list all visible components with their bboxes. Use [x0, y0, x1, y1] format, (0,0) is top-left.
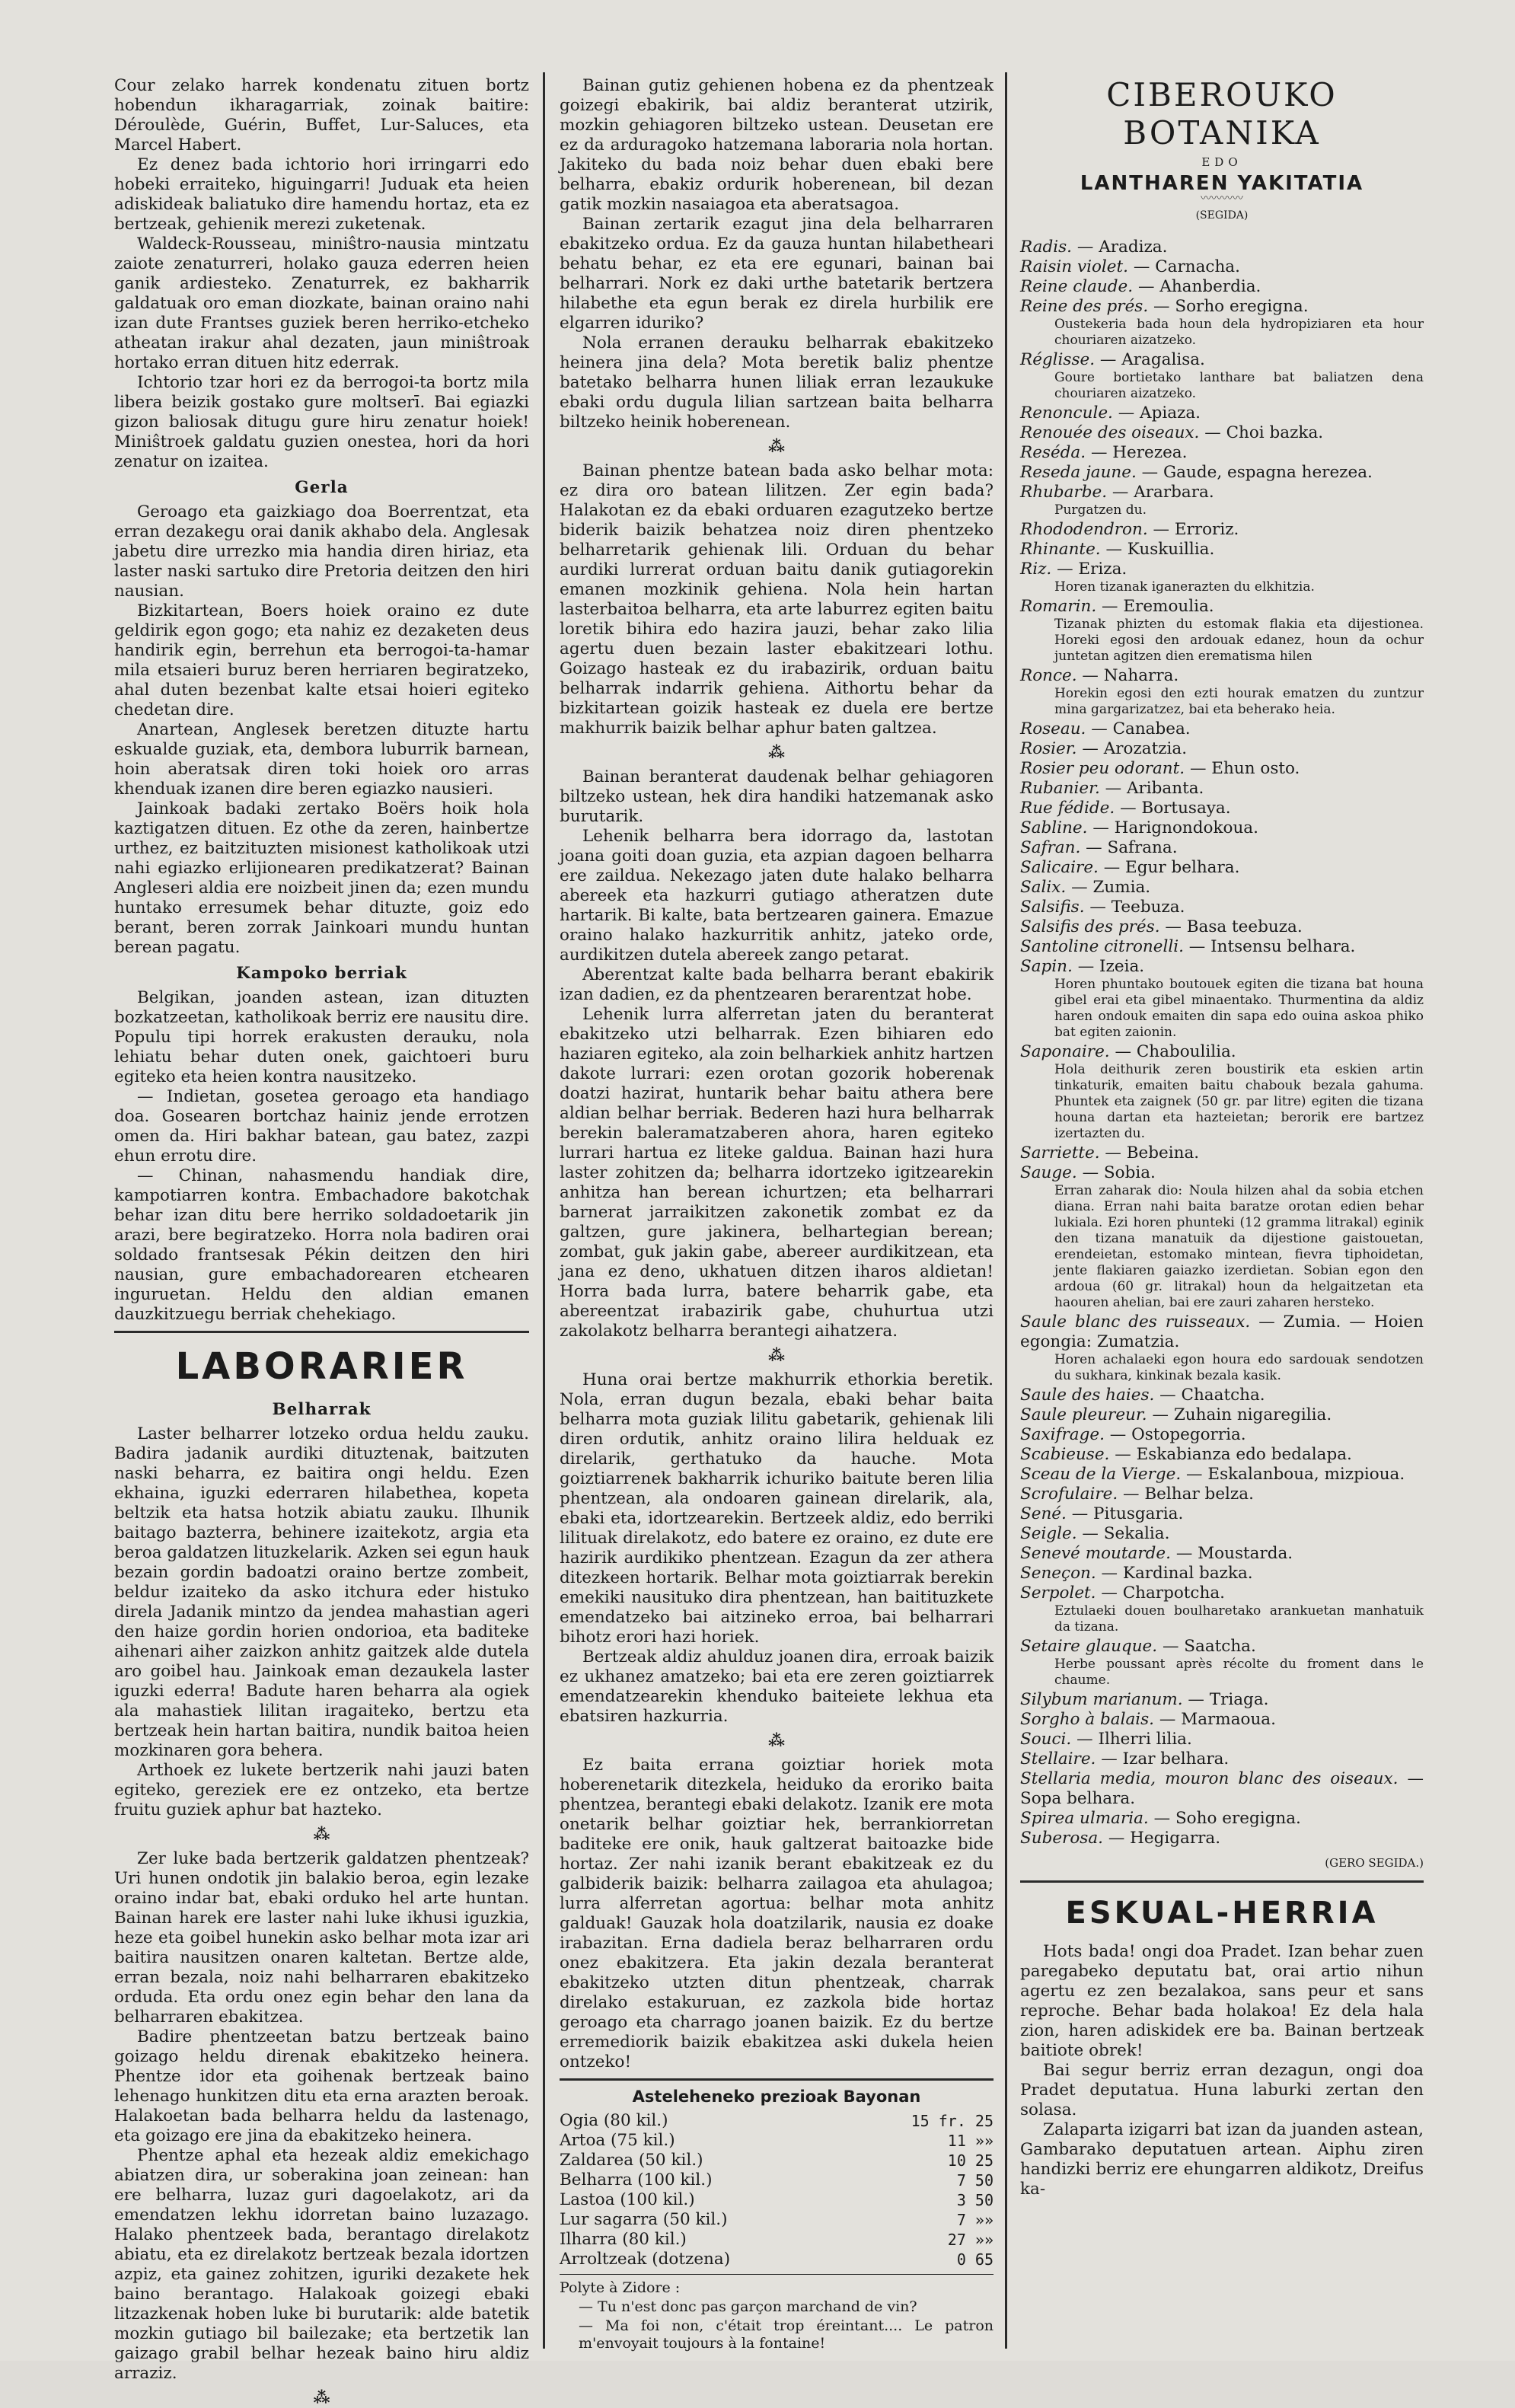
entry-note: Eztulaeki douen boulharetako arankuetan manhatuik da tizana. [1054, 1603, 1424, 1635]
entry-french-name: Santoline citronelli. [1020, 937, 1184, 956]
botanika-entry [1020, 597, 1424, 617]
botanika-entry [1020, 1405, 1424, 1425]
entry-note: Horen phuntako boutouek egiten die tizana bat houna gibel erai eta gibel minaentako. Thurmentina da aldiz haren ondouk emaiten din sapa edo ouina askoa phiko bat egiten zaionin. [1054, 977, 1424, 1040]
entry-basque-name: — Belhar belza. [1123, 1485, 1254, 1504]
entry-basque-name: — Charpotcha. [1101, 1584, 1225, 1603]
entry-french-name: Scabieuse. [1020, 1445, 1110, 1464]
price-row [560, 2190, 994, 2210]
section-heading-kampoko: Kampoko berriak [236, 964, 407, 983]
entry-basque-name: — Carnacha. [1133, 257, 1240, 276]
botanika-entry [1020, 739, 1424, 759]
stars-separator: ⁂ [768, 1731, 785, 1750]
botanika-title: CIBEROUKO BOTANIKA [1106, 76, 1338, 151]
entry-basque-name: — Egur belhara. [1103, 858, 1240, 877]
botanika-entry [1020, 520, 1424, 540]
prices-table [560, 2111, 994, 2269]
entry-note: Horen achalaeki egon houra edo sardouak sendotzen du sukhara, kinkinak bezala kasik. [1054, 1352, 1424, 1383]
botanika-entry [1020, 423, 1424, 443]
entry-basque-name: — Ostopegorria. [1109, 1425, 1246, 1444]
botanika-entry [1020, 1524, 1424, 1544]
botanika-entry [1020, 1445, 1424, 1465]
entry-note: Oustekeria bada houn dela hydropiziaren eta hour chouriaren aizatzeko. [1054, 317, 1424, 348]
entry-note: Goure bortietako lanthare bat baliatzen dena chouriaren aizatzeko. [1054, 370, 1424, 401]
wave-ornament: 〰〰〰〰 [1201, 193, 1243, 205]
entry-french-name: Seneçon. [1020, 1564, 1096, 1583]
botanika-entry [1020, 540, 1424, 560]
entry-basque-name: — Triaga. [1188, 1690, 1269, 1709]
botanika-entry [1020, 1386, 1424, 1405]
entry-french-name: Senevé moutarde. [1020, 1544, 1171, 1563]
botanika-edo: EDO [1201, 155, 1242, 169]
entry-french-name: Rosier peu odorant. [1020, 759, 1185, 778]
entry-basque-name: — Eskabianza edo bedalapa. [1115, 1445, 1352, 1464]
botanika-entry [1020, 1829, 1424, 1848]
entry-basque-name: — Safrana. [1086, 838, 1178, 857]
entry-basque-name: — Zumia. [1071, 878, 1151, 897]
entry-basque-name: — Saatcha. [1162, 1637, 1256, 1656]
botanika-entry [1020, 1042, 1424, 1062]
entry-french-name: Reine des prés. [1020, 297, 1149, 316]
column-2 [560, 76, 994, 2352]
entry-basque-name: — Intsensu belhara. [1188, 937, 1356, 956]
botanika-entry [1020, 1143, 1424, 1163]
paragraph: Huna orai bertze makhurrik ethorkia beretik. Nola, erran dugun bezala, ebaki behar baita belharra mota guziak lilitu gabetarik, gehienak lili diren ordutik, anhitz oraino lilira helduak ez direlarik, gerthatuko da hauche. Mota goiztiarrenek bakharrik ichuriko baitute beren lilia phentzean, ala ondoaren gainean direlarik, ala, ebaki eta, idortzearekin. Bertzeek aldiz, edo berriki lilituak direlakotz, edo batere ez oraino, ez dute ere hazirik aurdikiko phentzean. Ezagun da zer athera ditezkeen hortarik. Belhar mota goiztiarrak berekin emekiki nausituko dira phentzean, han baitituzkete emendatzeko bai aitzineko erroa, bai belharrari bihotz erori hazi horiek. [560, 1370, 994, 1647]
botanika-entry [1020, 1730, 1424, 1749]
entry-french-name: Saxifrage. [1020, 1425, 1105, 1444]
entry-french-name: Sorgho à balais. [1020, 1710, 1155, 1729]
botanika-entry [1020, 1504, 1424, 1524]
botanika-entry [1020, 1312, 1424, 1352]
botanika-entry [1020, 277, 1424, 297]
entry-note: Purgatzen du. [1054, 502, 1147, 518]
entry-basque-name: — Kuskuillia. [1105, 540, 1215, 559]
botanika-entry [1020, 1749, 1424, 1769]
price-value: 15 fr. 25 [911, 2112, 994, 2130]
entry-french-name: Rubanier. [1020, 779, 1100, 798]
botanika-entry [1020, 1544, 1424, 1564]
entry-french-name: Sceau de la Vierge. [1020, 1465, 1182, 1484]
entry-basque-name: — Ahanberdia. [1137, 277, 1261, 296]
entry-basque-name: — Bortusaya. [1120, 799, 1231, 818]
price-value: 7 »» [956, 2211, 994, 2229]
paragraph: Lehenik belharra bera idorrago da, lastotan joana goiti doan guzia, eta azpian dagoen belharra ere zaildua. Nekezago jaten dute halako belharra abereek eta hazkurri gutiago atheratzen dute hartarik. Bi kalte, bata bertzearen gainera. Emazue oraino halako hazkurritik anhitz, jateko orde, aurdikitzen dutela abereek zango petarat. [560, 827, 994, 965]
entry-french-name: Sabline. [1020, 818, 1088, 837]
price-row [560, 2230, 994, 2250]
eskual-herria-title: ESKUAL-HERRIA [1065, 1896, 1379, 1931]
paragraph: Cour zelako harrek kondenatu zituen bortz hobendun ikharagarriak, zoinak baitire: Déroulède, Guérin, Buffet, Lur-Saluces, eta Marcel Habert. [114, 76, 529, 155]
entry-french-name: Saule des haies. [1020, 1386, 1155, 1405]
entry-french-name: Saule blanc des ruisseaux. [1020, 1312, 1251, 1332]
botanika-entry [1020, 838, 1424, 858]
prices-divider [560, 2078, 994, 2081]
entry-basque-name: — Aradiza. [1076, 238, 1168, 257]
entry-french-name: Suberosa. [1020, 1829, 1103, 1848]
price-row [560, 2111, 994, 2131]
prices-title: Asteleheneko prezioak Bayonan [632, 2087, 921, 2106]
paragraph: Jainkoak badaki zertako Boërs hoik hola kaztigatzen dituen. Ez othe da zeren, hainbertze urthez, ez baitzituzten misionest katholikoak utzi nahi egiazko erlijionearen predikatzerat? Bainan Angleseri aldia ere noizbeit jinen da; ezen mundu huntako erresumek behar dituzte, goiz edo berant, beren zorrak Jainkoari mundu huntan berean pagatu. [114, 799, 529, 957]
botanika-entry [1020, 1769, 1424, 1809]
paragraph: Ez denez bada ichtorio hori irringarri edo hobeki erraiteko, higuingarri! Juduak eta heien adiskideak baliatuko dire hamendu hortaz, eta ez bertzeak, gehienik merezi zuketenak. [114, 155, 529, 234]
paragraph: Phentze aphal eta hezeak aldiz emekichago abiatzen dira, ur soberakina joan zeinean: han ere belharra, luzaz guri dagoelakotz, ari da emendatzen lekhu idorretan baino luzazago. Halako phentzeek bada, berantago direlakotz abiatu, eta ez direlakotz bertzeak bezala idortzen azpiz, eta gainez zohitzen, iguriki dezakete hek baino berantago. Halakoak goizegi ebaki litzazkenak hoben luke bi burutarik: alde batetik mozkin gutiago bil bailezake; eta bertzetik lan gaizago grabil belhar hezeak baino hiru aldiz arraziz. [114, 2146, 529, 2383]
botanika-subtitle: LANTHAREN YAKITATIA [1080, 172, 1364, 195]
botanika-entry [1020, 483, 1424, 502]
paragraph: Bai segur berriz erran dezagun, ongi doa Pradet deputatua. Huna laburki zertan den solasa. [1020, 2061, 1424, 2119]
botanika-entry [1020, 957, 1424, 977]
entry-basque-name: — Choi bazka. [1204, 423, 1324, 442]
price-value: 11 »» [947, 2132, 994, 2150]
botanika-entry [1020, 463, 1424, 483]
entry-basque-name: — Zuhain nigaregilia. [1152, 1405, 1332, 1424]
entry-basque-name: — Kardinal bazka. [1101, 1564, 1253, 1583]
entry-basque-name: — Bebeina. [1105, 1143, 1200, 1163]
price-name: Belharra (100 kil.) [560, 2170, 713, 2190]
entry-basque-name: — Marmaoua. [1159, 1710, 1276, 1729]
entry-basque-name: — Chaboulilia. [1115, 1042, 1236, 1061]
joke-divider [560, 2274, 994, 2275]
botanika-entry [1020, 799, 1424, 818]
botanika-entry [1020, 1425, 1424, 1445]
botanika-entry [1020, 297, 1424, 317]
entry-french-name: Reséda. [1020, 443, 1086, 462]
entry-french-name: Romarin. [1020, 597, 1097, 616]
joke-line: — Tu n'est donc pas garçon marchand de vin? [579, 2298, 917, 2315]
paragraph: Zalaparta izigarri bat izan da juanden astean, Gambarako deputatuen artean. Aiphu ziren handizki berriz ere ehungarren aldikotz, Dreifus ka- [1020, 2120, 1424, 2199]
price-value: 0 65 [956, 2250, 994, 2269]
entry-french-name: Reseda jaune. [1020, 463, 1137, 482]
botanika-entry [1020, 1809, 1424, 1829]
entry-french-name: Renoncule. [1020, 403, 1113, 423]
entry-french-name: Roseau. [1020, 719, 1086, 738]
section-divider [114, 1331, 529, 1333]
entry-french-name: Salsifis. [1020, 898, 1085, 917]
price-row [560, 2250, 994, 2269]
entry-french-name: Reine claude. [1020, 277, 1134, 296]
entry-french-name: Raisin violet. [1020, 257, 1129, 276]
entry-basque-name: — Izeia. [1077, 957, 1145, 976]
paragraph: — Indietan, gosetea geroago eta handiago doa. Gosearen bortchaz hainiz jende errotzen omen da. Hiri bakhar batean, gau batez, zazpi ehun errotu dire. [114, 1087, 529, 1166]
entry-french-name: Spirea ulmaria. [1020, 1809, 1149, 1828]
botanika-entry [1020, 1163, 1424, 1183]
price-name: Zaldarea (50 kil.) [560, 2151, 703, 2170]
botanika-entry [1020, 1584, 1424, 1603]
botanika-entry [1020, 350, 1424, 370]
stars-separator: ⁂ [313, 2388, 330, 2407]
botanika-entry [1020, 1710, 1424, 1730]
entry-basque-name: — Sopa belhara. [1020, 1769, 1424, 1808]
entry-basque-name: — Chaatcha. [1159, 1386, 1265, 1405]
entry-french-name: Réglisse. [1020, 350, 1096, 369]
entry-french-name: Sauge. [1020, 1163, 1077, 1182]
entry-french-name: Ronce. [1020, 666, 1077, 685]
botanika-entry [1020, 719, 1424, 739]
entry-french-name: Rue fédide. [1020, 799, 1115, 818]
gero-segida: (GERO SEGIDA.) [1325, 1856, 1424, 1870]
price-value: 7 50 [956, 2171, 994, 2190]
entry-basque-name: — Eremoulia. [1102, 597, 1214, 616]
entry-note: Horen tizanak iganerazten du elkhitzia. [1054, 579, 1315, 595]
entry-french-name: Stellaire. [1020, 1749, 1096, 1769]
paragraph: Bizkitartean, Boers hoiek oraino ez dute geldirik egon gogo; eta nahiz ez dezaketen deus handirik egin, berrehun eta berrogoi-ta-hamar mila etsaieri buruz beren herriaren begiratzeko, ahal duten bezenbat kalte etsai hoieri egiteko chedetan dire. [114, 601, 529, 719]
price-name: Lur sagarra (50 kil.) [560, 2210, 728, 2229]
entry-basque-name: — Moustarda. [1175, 1544, 1293, 1563]
paragraph: Waldeck-Rousseau, miniŝtro-nausia mintzatu zaiote zenaturreri, holako gauza ederren heien ganik ardiesteko. Zenaturrek, ez bakharrik galdatuak oro eman diozkate, bainan oraino nahi izan dute Frantses guziek beren herriko-etcheko atheatan irakur ahal dezaten, jaun miniŝtroak hortako erran dituen hitz ederrak. [114, 234, 529, 372]
price-row [560, 2151, 994, 2170]
entry-french-name: Rhubarbe. [1020, 483, 1108, 502]
entry-basque-name: — Izar belhara. [1101, 1749, 1230, 1769]
entry-basque-name: — Ehun osto. [1189, 759, 1300, 778]
entry-french-name: Safran. [1020, 838, 1081, 857]
entry-basque-name: — Herezea. [1090, 443, 1188, 462]
botanika-entries [1020, 238, 1424, 1848]
entry-basque-name: — Canabea. [1091, 719, 1191, 738]
paragraph: Bainan gutiz gehienen hobena ez da phentzeak goizegi ebakirik, bai aldiz beranterat utzirik, mozkin gehiagoren biltzeko ustean. Deusetan ere ez da arduragoko hatzemana laboraria nola hortan. Jakiteko du bada noiz behar duen ebaki bere belharra, ebakiz ordurik hoberenean, bil dezan gatik mozkin nasaiagoa eta aberatsagoa. [560, 76, 994, 214]
entry-basque-name: — Eriza. [1057, 560, 1127, 579]
botanika-entry [1020, 1690, 1424, 1710]
botanika-entry [1020, 937, 1424, 957]
stars-separator: ⁂ [768, 437, 785, 456]
entry-basque-name: — Teebuza. [1089, 898, 1185, 917]
price-row [560, 2170, 994, 2190]
entry-french-name: Sarriette. [1020, 1143, 1100, 1163]
column-3 [1020, 76, 1424, 2345]
entry-french-name: Riz. [1020, 560, 1052, 579]
segida-label: (SEGIDA) [1195, 209, 1249, 222]
entry-basque-name: — Zumia. — Hoien egongia: Zumatzia. [1020, 1312, 1424, 1351]
price-name: Lastoa (100 kil.) [560, 2190, 695, 2209]
stars-separator: ⁂ [768, 743, 785, 762]
entry-french-name: Stellaria media, mouron blanc des oiseaux. [1020, 1769, 1399, 1788]
botanika-entry [1020, 666, 1424, 686]
price-name: Ogia (80 kil.) [560, 2111, 668, 2130]
entry-french-name: Rhinante. [1020, 540, 1101, 559]
entry-basque-name: — Sobia. [1082, 1163, 1156, 1182]
botanika-entry [1020, 818, 1424, 838]
botanika-entry [1020, 403, 1424, 423]
entry-french-name: Salix. [1020, 878, 1067, 897]
price-row [560, 2131, 994, 2151]
paragraph: Badire phentzeetan batzu bertzeak baino goizago heldu direnak ebakitzeko heinera. Phentze idor eta goihenak bertzeak baino lehenago hunkitzen ditu eta erna arazten beroak. Halakoetan bada belharra heldu da lastenago, eta goizago ere jina da ebakitzeko heinera. [114, 2027, 529, 2145]
botanika-entry [1020, 238, 1424, 257]
paragraph: Anartean, Anglesek beretzen dituzte hartu eskualde guziak, eta, dembora luburrik barnean, hoin aberatsak diren toki hoiek oro arras khenduak izanen dire beren egiazko nausieri. [114, 720, 529, 799]
entry-note: Herbe poussant après récolte du froment dans le chaume. [1054, 1657, 1424, 1688]
paragraph: Belgikan, joanden astean, izan dituzten bozkatzeetan, katholikoak berriz ere nausitu dire. Populu tipi horrek erakusten derauku, nola lehiatu behar duten onek, gaichtoeri buru egiteko eta heien kontra nausitzeko. [114, 988, 529, 1086]
entry-basque-name: — Aragalisa. [1099, 350, 1205, 369]
laborarier-title: LABORARIER [175, 1345, 468, 1388]
entry-basque-name: — Ararbara. [1112, 483, 1214, 502]
paragraph: Bertzeak aldiz ahulduz joanen dira, erroak baizik ez ukhanez amatzeko; bai eta ere zeren goiztiarrek emendatzearekin khenduko baiteiete lekhua eta ebatsiren hazkurria. [560, 1647, 994, 1726]
entry-basque-name: — Eskalanboua, mizpioua. [1186, 1465, 1405, 1484]
botanika-entry [1020, 560, 1424, 579]
price-name: Arroltzeak (dotzena) [560, 2250, 731, 2269]
entry-basque-name: — Harignondokoua. [1092, 818, 1258, 837]
entry-french-name: Radis. [1020, 238, 1073, 257]
paragraph: Bainan beranterat daudenak belhar gehiagoren biltzeko ustean, hek dira handiki hatzemanak asko burutarik. [560, 767, 994, 826]
paragraph: Zer luke bada bertzerik galdatzen phentzeak? Uri hunen ondotik jin balakio beroa, egin lezake oraino indar bat, ebaki orduko hel arte huntan. Bainan harek ere laster nahi luke ikhusi iguzkia, heze eta goibel hunekin asko belhar mota izar ari baitira nausitzen onaren kaltetan. Bertze alde, erran bezala, noiz nahi belharraren ebakitzeko orduda. Eta ordu onez egin behar den lana da belharraren ebakitzea. [114, 1849, 529, 2027]
section-heading-belharrak: Belharrak [272, 1400, 372, 1419]
botanika-entry [1020, 917, 1424, 937]
paragraph: Bainan phentze batean bada asko belhar mota: ez dira oro batean lilitzen. Zer egin bada? Halakotan ez da ebaki orduaren ezagutzeko bertze biderik baizik behatzea noiz diren phentzeko belharretarik gehienak lili. Orduan du behar aurdiki lurrerat orduan baitu danik gutiagorekin emanen mozkinik gehiena. Nola hein hartan lasterbaitoa belharra, eta arte laburrez egiten baitu loretik bihira edo hazira jauzi, behar zako lilia agertu duen bezain laster ebakitzeari lothu. Goizago hasteak ez du irabazirik, orduan baitu belharrak indarrik gehiena. Aithortu behar da bizkitartean goizik hasteak ez duela ere bertze makhurrik baizik belhar aphur baten galtzea. [560, 461, 994, 738]
entry-basque-name: — Apiaza. [1118, 403, 1201, 423]
botanika-entry [1020, 1637, 1424, 1657]
entry-french-name: Saule pleureur. [1020, 1405, 1147, 1424]
joke-intro: Polyte à Zidore : [560, 2279, 681, 2296]
entry-basque-name: — Naharra. [1082, 666, 1179, 685]
price-row [560, 2210, 994, 2230]
botanika-entry [1020, 1564, 1424, 1584]
price-name: Artoa (75 kil.) [560, 2131, 675, 2150]
stars-separator: ⁂ [768, 1346, 785, 1365]
entry-basque-name: — Soho eregigna. [1153, 1809, 1301, 1828]
paragraph: Hots bada! ongi doa Pradet. Izan behar zuen paregabeko deputatu bat, orai artio nihun agertu ez zen bezalakoa, sans peur et sans reproche. Behar bada holakoa! Ez dela hala zion, haren adiskidek ere ba. Bainan bertzeak baitiote obrek! [1020, 1942, 1424, 2060]
entry-french-name: Rhododendron. [1020, 520, 1148, 539]
entry-basque-name: — Sekalia. [1082, 1524, 1170, 1543]
column-rule-1 [543, 72, 545, 2349]
entry-note: Erran zaharak dio: Noula hilzen ahal da sobia etchen diana. Erran nahi baita baratze orotan edien behar lukiala. Ezi horen phunteki (12 gramma litrakal) eginik den tizana manatuik da dijestione gaistouetan, erendeietan, estomako mintean, fievra tiphoidetan, jente flakiaren gaiazko izerdietan. Sobian egon den ardoua (60 gr. litrakal) houn da helgaitzetan eta haouren ahelian, bai ere zauri zaharen hersteko. [1054, 1183, 1424, 1310]
section-divider [1020, 1880, 1424, 1883]
botanika-entry [1020, 878, 1424, 898]
paragraph: Ez baita errana goiztiar horiek mota hoberenetarik ditezkela, heiduko da eroriko baita phentzea, berantegi ebaki delakotz. Izanik ere mota onetarik belhar goiztiar hek, berrankiorretan baditeke ere onik, hauk galtzerat baitoazke bide hortaz. Zer nahi izanik berant ebakitzeak ez du galbiderik baizik: belharra zailagoa eta ahulagoa; lurra alferretan agortua: belhar mota anhitz galduak! Gauzak hola doatzilarik, nausia ez doake irabazitan. Erna dadiela beraz belharraren ordu onez ebakitzera. Eta jakin dezala beranterat ebakitzeko utzten ditun phentzeak, charrak direlako estakuruan, ez zazkola bide hortaz geroago eta charrago joanen baizik. Ez du bertze erremediorik baizik ebakitzea aski dukela heien ontzeko! [560, 1756, 994, 2072]
price-value: 3 50 [956, 2191, 994, 2209]
entry-french-name: Souci. [1020, 1730, 1072, 1749]
entry-french-name: Seigle. [1020, 1524, 1077, 1543]
entry-french-name: Scrofulaire. [1020, 1485, 1118, 1504]
entry-french-name: Saponaire. [1020, 1042, 1110, 1061]
entry-french-name: Renouée des oiseaux. [1020, 423, 1200, 442]
paragraph: Ichtorio tzar hori ez da berrogoi-ta bortz mila libera beizik gostako gure moltserī. Bai egiazki gizon baliosak ditugu gure hiru zenatur hoiek! Miniŝtroek galdatu guzien onestea, hori da hori zenatur on izaitea. [114, 373, 529, 471]
botanika-entry [1020, 759, 1424, 779]
entry-french-name: Salsifis des prés. [1020, 917, 1160, 936]
entry-french-name: Rosier. [1020, 739, 1077, 758]
botanika-entry [1020, 1485, 1424, 1504]
price-name: Ilharra (80 kil.) [560, 2230, 687, 2249]
stars-separator: ⁂ [313, 1825, 330, 1844]
entry-french-name: Sapin. [1020, 957, 1073, 976]
botanika-entry [1020, 443, 1424, 463]
entry-basque-name: — Sorho eregigna. [1153, 297, 1309, 316]
entry-french-name: Silybum marianum. [1020, 1690, 1183, 1709]
column-1 [114, 76, 529, 2407]
paragraph: Bainan zertarik ezagut jina dela belharraren ebakitzeko ordua. Ez da gauza huntan hilabetheari behatu behar, ez eta ere egunari, bainan bai belharrari. Nork ez daki urthe batetarik bertzera hilabethe eta egun berak ez direla hurbilik ere elgarren iduriko? [560, 215, 994, 333]
botanika-entry [1020, 898, 1424, 917]
botanika-entry [1020, 1465, 1424, 1485]
paragraph: Lehenik lurra alferretan jaten du beranterat ebakitzeko utzi belharrak. Ezen bihiaren edo haziaren egiteko, ala zoin belharkiek anhitz hartzen dakote lurrari: ezen orotan gozorik hoberenak doatzi hazirat, huntarik behar baitu athera bere aldian belhar berriak. Bederen hazi hura belharrak berekin baleramatzaberen ahora, haren egiteko lurrari hartua ez liteke galdua. Bainan hazi hura laster zohitzen da; belharra idortzeko igitzearekin anhitza han berean ichurtzen; eta belharrari barnerat jarraikitzen zakonetik zombat ez da galtzen, gure jakinera, belhartegian berean; zombat, guk jakin gabe, abereer aurdikitzean, eta jana ez deno, ukhatuen ditzen iharos aldietan! Horra bada lurra, batere beharrik gabe, eta abereentzat irabazirik gabe, chuhurtua utzi zakolakotz belharra berantegi aihatzera. [560, 1005, 994, 1341]
paragraph: Geroago eta gaizkiago doa Boerrentzat, eta erran dezakegu orai danik akhabo dela. Anglesak jabetu dire urrezko mia handia diren hiriaz, eta laster naski sartuko dire Pretoria deitzen den hiri nausian. [114, 502, 529, 601]
entry-basque-name: — Hegigarra. [1108, 1829, 1221, 1848]
entry-basque-name: — Erroriz. [1153, 520, 1239, 539]
botanika-entry [1020, 858, 1424, 878]
entry-basque-name: — Pitusgaria. [1071, 1504, 1184, 1523]
entry-basque-name: — Aribanta. [1105, 779, 1204, 798]
entry-note: Horekin egosi den ezti hourak ematzen du zuntzur mina gargarizatzez, bai eta beherako heia. [1054, 686, 1424, 717]
price-value: 10 25 [947, 2151, 994, 2170]
entry-basque-name: — Arozatzia. [1082, 739, 1188, 758]
entry-note: Tizanak phizten du estomak flakia eta dijestionea. Horeki egosi den ardouak edanez, houn da ochur juntetan agitzen dien erematisma hilen [1054, 617, 1424, 664]
paragraph: Laster belharrer lotzeko ordua heldu zauku. Badira jadanik aurdiki dituztenak, baitzuten naski beharra, ez baitira ongi heldu. Ezen ekhaina, iguzki ederraren hilabethea, kopeta beltzik eta hatsa hotzik abiatu zauku. Ilhunik baitago bazterra, behinere izaitekotz, argia eta beroa galdatzen lituzkelarik. Azken sei egun hauk bezain gordin badoatzi oraino bertze zombeit, beldur izaiteko da asko itchura eder histuko direla Jadanik mintzo da jendea mahastian ageri den haize gordin horien ondorioa, eta baditeke aihenari aiher zaizkon anhitz gaitzek alde dutela aro goibel hau. Jainkoak eman dezaukela laster iguzki ederra! Badute haren beharra ala ogiek ala mahastiek lilitan iragaiteko, bertzu eta bertzeak hein hartan baitira, nundik baitoa heien mozkinaren gora behera. [114, 1424, 529, 1760]
entry-french-name: Setaire glauque. [1020, 1637, 1158, 1656]
botanika-entry [1020, 257, 1424, 277]
joke-line: — Ma foi non, c'était trop éreintant.... Le patron m'envoyait toujours à la fontaine! [579, 2317, 994, 2352]
entry-basque-name: — Basa teebuza. [1165, 917, 1303, 936]
section-heading-gerla: Gerla [295, 478, 349, 497]
paragraph: Arthoek ez lukete bertzerik nahi jauzi baten egiteko, gereziek ere ez ontzeko, eta bertze fruitu guziek aphur bat hazteko. [114, 1761, 529, 1820]
entry-basque-name: — Ilherri lilia. [1076, 1730, 1192, 1749]
column-rule-2 [1005, 72, 1007, 2349]
entry-note: Hola deithurik zeren boustirik eta eskien artin tinkaturik, emaiten baitu chabouk bezala gahuma. Phuntek eta zaignek (50 gr. par litre) egiten die tizana houna dartan eta hazteietan; berorik ere bartzez izertazten du. [1054, 1062, 1424, 1141]
paragraph: Nola erranen derauku belharrak ebakitzeko heinera jina dela? Mota beretik baliz phentze batetako belharra hunen liliak erran lezaukuke ebaki ordu dugula lilian sartzean baita belharra biltzeko heinik hoberenean. [560, 333, 994, 432]
paragraph: — Chinan, nahasmendu handiak dire, kampotiarren kontra. Embachadore bakotchak behar izan ditu bere herriko soldadoetarik jin arazi, bere begiratzeko. Horra nola badiren orai soldado frantsesak Pékin deitzen den hiri nausian, gure embachadorearen etchearen inguruetan. Heldu den aldian emanen dauzkitzuegu berriak chehekiago. [114, 1166, 529, 1324]
botanika-entry [1020, 779, 1424, 799]
price-value: 27 »» [947, 2231, 994, 2249]
paragraph: Aberentzat kalte bada belharra berant ebakirik izan dadien, ez da phentzearen berarentzat hobe. [560, 965, 994, 1004]
entry-basque-name: — Gaude, espagna herezea. [1141, 463, 1373, 482]
entry-french-name: Sené. [1020, 1504, 1067, 1523]
entry-french-name: Serpolet. [1020, 1584, 1096, 1603]
entry-french-name: Salicaire. [1020, 858, 1099, 877]
